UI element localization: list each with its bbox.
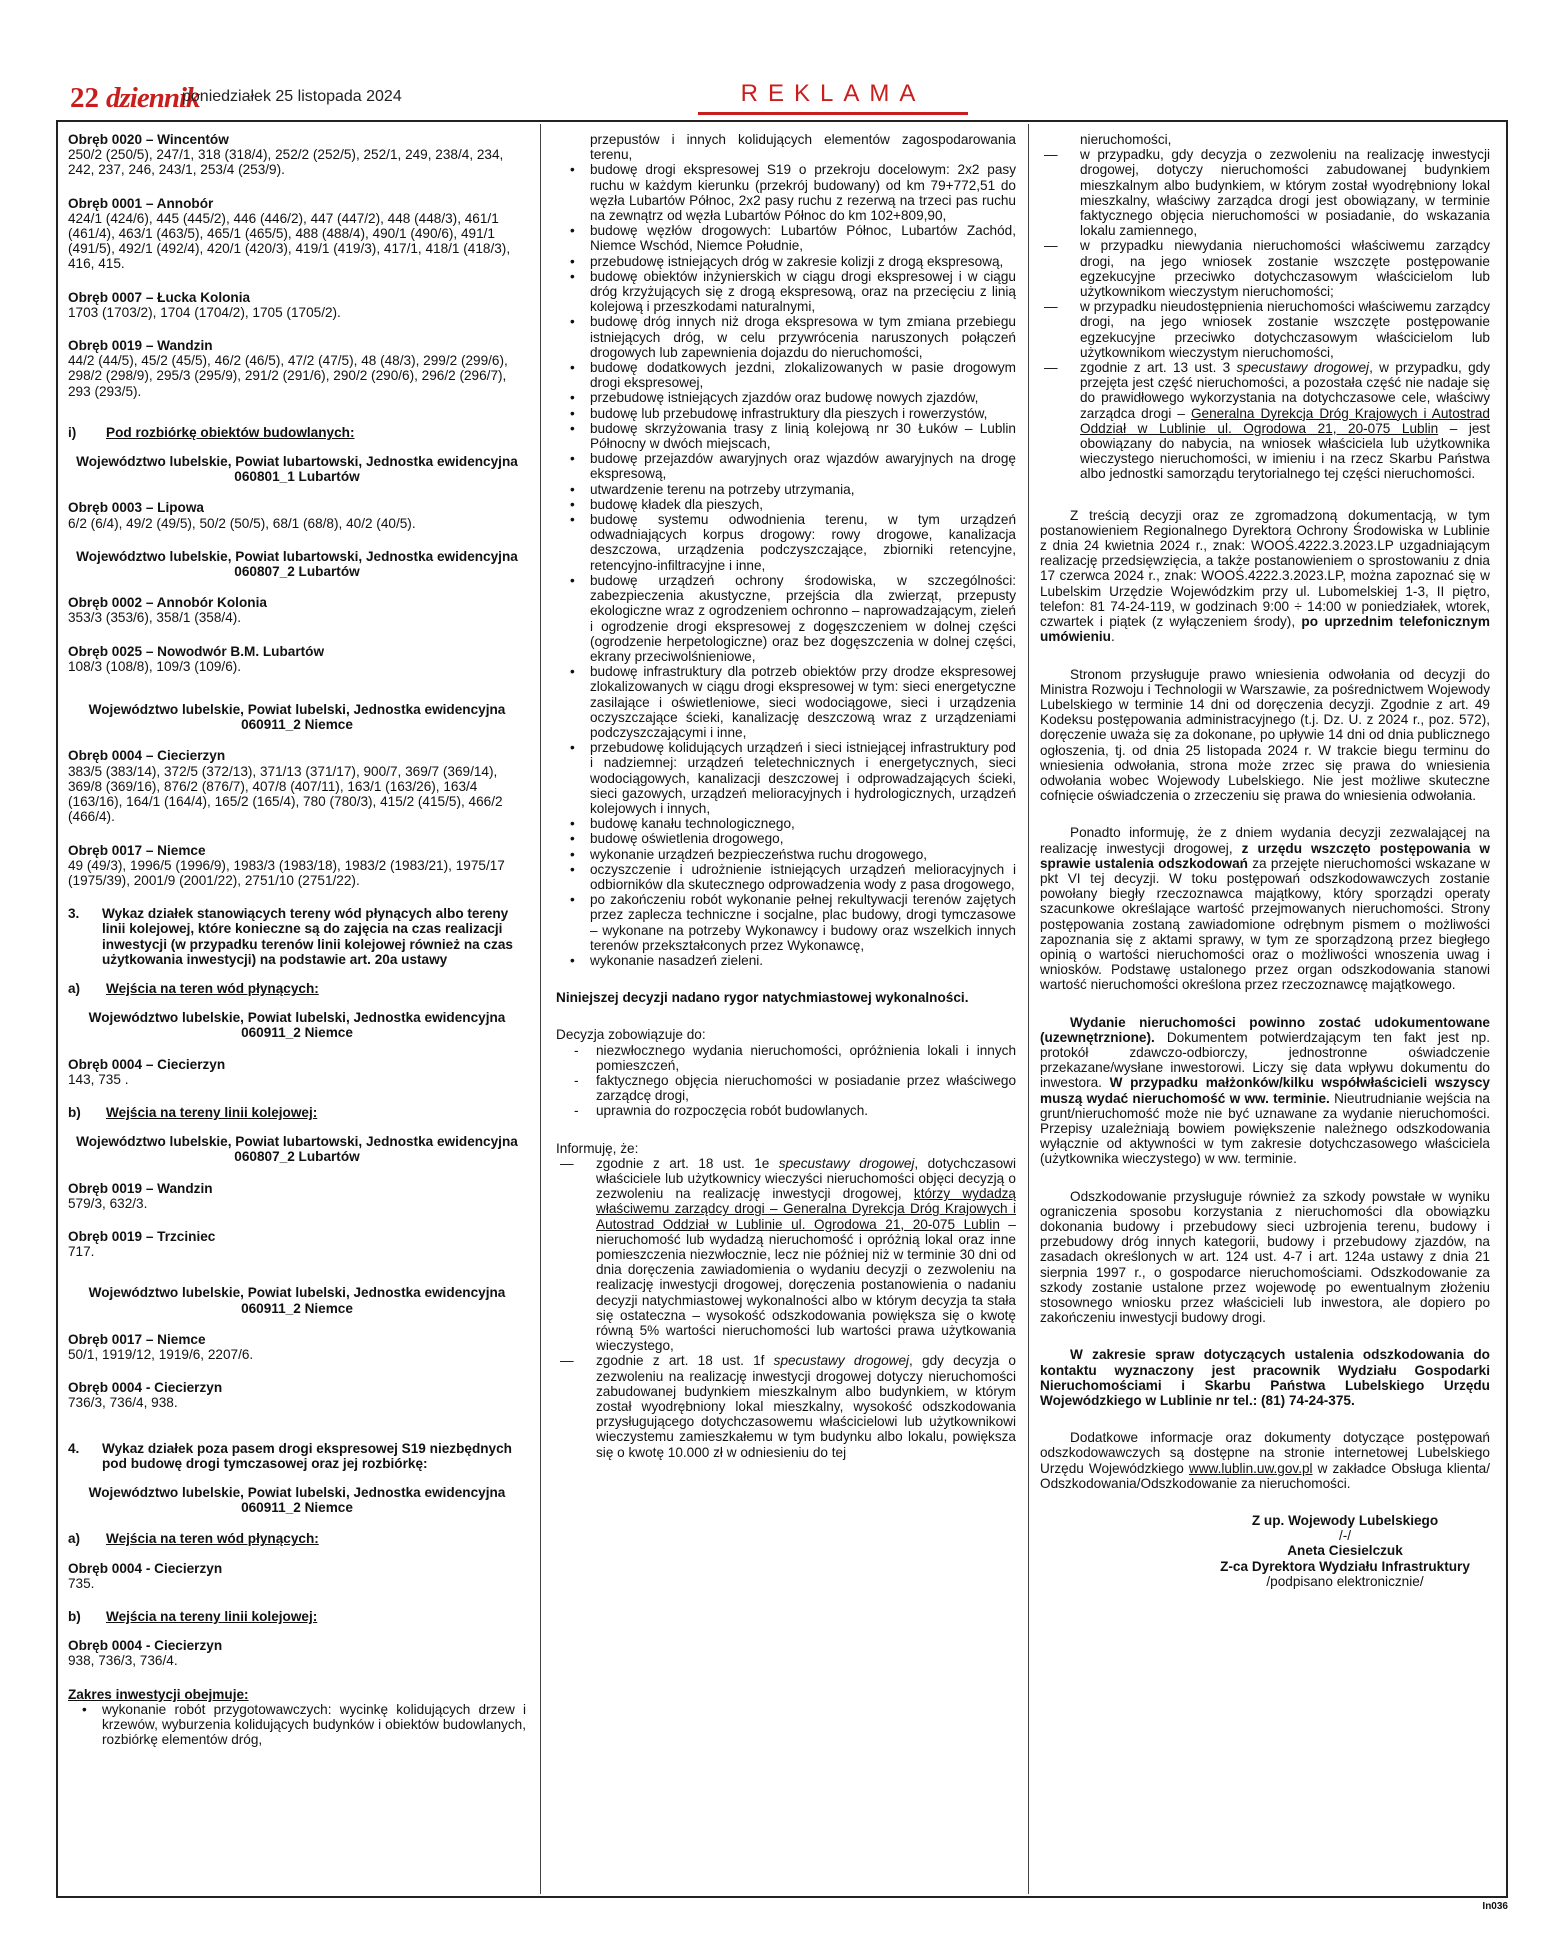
list-item: — w przypadku niewydania nieruchomości właściwemu zarządcy drogi, na jego wniosek zostanie wszczęte postępowanie egzekucyjne przeciwko dotychczasowym właścicielom lub użytkownikom wieczystym nieruchomości;: [1040, 238, 1490, 299]
continued-text: przepustów i innych kolidujących elementów zagospodarowania terenu,: [590, 132, 1016, 163]
region-heading: Województwo lubelskie, Powiat lubelski, Jednostka ewidencyjna 060911_2 Niemce: [88, 1285, 506, 1316]
obligations-heading: Decyzja zobowiązuje do:: [556, 1027, 706, 1043]
region-heading: Województwo lubelskie, Powiat lubartowski, Jednostka ewidencyjna 060807_2 Lubartów: [76, 1134, 518, 1165]
list-item: • budowę lub przebudowę infrastruktury dla pieszych i rowerzystów,: [556, 406, 1016, 421]
section-4-heading: 4. Wykaz działek poza pasem drogi ekspresowej S19 niezbędnych pod budowę drogi tymczasowej oraz jej rozbiórkę:: [68, 1440, 512, 1471]
list-item: • budowę systemu odwodnienia terenu, w tym urządzeń odwadniających korpus drogowy: rowy drogowe, kanalizacja deszczowa, urządzenia podczyszczające, zbiorniki retencyjne, retencyjno-infiltracyjne i inne,: [556, 512, 1016, 573]
subsection-b: b) Wejścia na tereny linii kolejowej:: [68, 1104, 318, 1120]
column-2: [556, 132, 1016, 1474]
paragraph-compensation: Ponadto informuję, że z dniem wydania decyzji zezwalającej na realizację inwestycji drogowej, z urzędu wszczęto postępowania w sprawie ustalenia odszkodowań za przejęte nieruchomości wskazane w pkt VI tej decyzji. W toku postępowań odszkodowawczych zostanie powołany biegły rzeczoznawca majątkowy, który sporządzi operaty szacunkowe określające wartość przejmowanych nieruchomości. Strony postępowania zostaną zawiadomione odrębnym pismem o możliwości zapoznania się z aktami sprawy, w tym ze sporządzoną przez biegłego opinią o wartości nieruchomości oraz o możliwości wnoszenia uwag i wniosków. Podstawę ustalonego przez organ odszkodowania stanowi wartość nieruchomości określona przez rzeczoznawcę majątkowego.: [1040, 825, 1490, 993]
list-item: • budowę kładek dla pieszych,: [556, 497, 1016, 512]
parcel-block: Obręb 0017 – Niemce 50/1, 1919/12, 1919/6, 2207/6.: [68, 1331, 254, 1362]
parcel-block: Obręb 0004 - Ciecierzyn 736/3, 736/4, 938.: [68, 1380, 223, 1411]
parcel-block: Obręb 0003 – Lipowa 6/2 (6/4), 49/2 (49/5), 50/2 (50/5), 68/1 (68/8), 40/2 (40/5).: [68, 500, 416, 531]
parcel-block: Obręb 0004 - Ciecierzyn 735.: [68, 1560, 223, 1591]
paragraph-damages: Odszkodowanie przysługuje również za szkody powstałe w wyniku ograniczenia sposobu korzystania z nieruchomości dla obowiązku dokonania budowy i przebudowy sieci uzbrojenia terenu, budowy i przebudowy dróg innych kategorii, budowy i przebudowy zjazdów, na zasadach określonych w art. 124 ust. 4-7 i art. 124a ustawy z dnia 21 sierpnia 1997 r., o gospodarce nieruchomościami. Odszkodowanie za szkody zostanie ustalone przez wojewodę po ewentualnym złożeniu stosownego wniosku przez właścicieli lub inwestora, ale dopiero po zakończeniu inwestycji budowy drogi.: [1040, 1188, 1490, 1326]
immediate-enforceability: Niniejszej decyzji nadano rygor natychmiastowej wykonalności.: [556, 990, 969, 1006]
list-item: • budowę przejazdów awaryjnych oraz wjazdów awaryjnych na drogę ekspresową,: [556, 451, 1016, 481]
obligations-list: [556, 1043, 1016, 1119]
list-item: • budowę skrzyżowania trasy z linią kolejową nr 30 Łuków – Lublin Północny w dwóch miejscach,: [556, 421, 1016, 451]
list-item: • budowę dróg innych niż droga ekspresowa w tym zmiana przebiegu istniejących dróg, w celu przywrócenia naruszonych połączeń drogowych lub zapewnienia dojazdu do nieruchomości,: [556, 314, 1016, 360]
list-item: — zgodnie z art. 18 ust. 1e specustawy drogowej, dotychczasowi właściciele lub użytkownicy wieczyści nieruchomości objęci decyzją o zezwoleniu na realizację inwestycji drogowej, którzy wydadzą właściwemu zarządcy drogi – Generalna Dyrekcja Dróg Krajowych i Autostrad Oddział w Lublinie ul. Ogrodowa 21, 20-075 Lublin – nieruchomość lub wydadzą nieruchomość i opróżnią lokal oraz inne pomieszczenia niezwłocznie, lecz nie później niż w terminie 30 dni od dnia doręczenia zawiadomienia o wydaniu decyzji o zezwoleniu na realizację inwestycji drogowej, doręczenia postanowienia o nadaniu decyzji natychmiastowej wykonalności albo w którym decyzja ta stała się ostateczna – wysokość odszkodowania powiększa się o kwotę równą 5% wartości nieruchomości lub wartości prawa użytkowania wieczystego,: [556, 1156, 1016, 1354]
issue-date: poniedziałek 25 listopada 2024: [182, 88, 402, 105]
information-list: [556, 1156, 1016, 1460]
parcel-block: Obręb 0017 – Niemce 49 (49/3), 1996/5 (1996/9), 1983/3 (1983/18), 1983/2 (1983/21), 1975/17 (1975/39), 2001/9 (2001/22), 2751/10 (2751/22).: [68, 842, 505, 888]
list-item: • wykonanie urządzeń bezpieczeństwa ruchu drogowego,: [556, 847, 1016, 862]
column-divider-1: [540, 124, 541, 1894]
list-item: • utwardzenie terenu na potrzeby utrzymania,: [556, 482, 1016, 497]
paragraph-documentation: Z treścią decyzji oraz ze zgromadzoną dokumentacją, w tym postanowieniem Regionalnego Dyrektora Ochrony Środowiska w Lublinie z dnia 24 kwietnia 2024 r., znak: WOOŚ.4222.3.2023.LP uzgadniającym realizację przedsięwzięcia, a także postanowieniem o sprostowaniu z dnia 17 czerwca 2024 r., znak: WOOŚ.4222.3.2023.LP, można zapoznać się w Lubelskim Urzędzie Wojewódzkim przy ul. Lubomelskiej 1-3, II piętro, telefon: 81 74-24-119, w godzinach 9:00 ÷ 14:00 w poniedziałek, wtorek, czwartek i piątek (z wyłączeniem środy), po uprzednim telefonicznym umówieniu.: [1040, 507, 1490, 645]
column-divider-2: [1028, 124, 1029, 1894]
scope-list: [68, 1702, 526, 1748]
parcel-block: Obręb 0019 – Trzciniec 717.: [68, 1228, 216, 1260]
region-heading: Województwo lubelskie, Powiat lubartowski, Jednostka ewidencyjna 060807_2 Lubartów: [76, 548, 518, 580]
list-item: - niezwłocznego wydania nieruchomości, opróżnienia lokali i innych pomieszczeń,: [556, 1043, 1016, 1073]
parcel-block: Obręb 0025 – Nowodwór B.M. Lubartów 108/3 (108/8), 109/3 (109/6).: [68, 643, 325, 674]
paragraph-contact: W zakresie spraw dotyczących ustalenia odszkodowania do kontaktu wyznaczony jest pracownik Wydziału Gospodarki Nieruchomościami i Skarbu Państwa Lubelskiego Urzędu Wojewódzkiego w Lublinie nr tel.: (81) 74-24-375.: [1040, 1347, 1490, 1409]
parcel-block: Obręb 0002 – Annobór Kolonia 353/3 (353/6), 358/1 (358/4).: [68, 595, 267, 626]
page-number: 22: [70, 82, 99, 114]
parcel-block: Obręb 0007 – Łucka Kolonia 1703 (1703/2), 1704 (1704/2), 1705 (1705/2).: [68, 289, 341, 320]
page-header: [70, 82, 1510, 118]
list-item: • przebudowę istniejących dróg w zakresie kolizji z drogą ekspresową,: [556, 254, 1016, 269]
paragraph-appeal: Stronom przysługuje prawo wniesienia odwołania od decyzji do Ministra Rozwoju i Technologii w Warszawie, za pośrednictwem Wojewody Lubelskiego w terminie 14 dni od doręczenia decyzji. Zgodnie z art. 49 Kodeksu postępowania administracyjnego (t.j. Dz. U. z 2024 r., poz. 572), doręczenie uważa się za dokonane, po upływie 14 dni od dnia publicznego ogłoszenia, tj. od dnia 25 listopada 2024 r. W trakcie biegu terminu do wniesienia odwołania, strona może zrzec się prawa do wniesienia odwołania wobec Wojewody Lubelskiego. Nie jest możliwe skuteczne cofnięcie oświadczenia o zrzeczeniu się prawa do wniesienia odwołania.: [1040, 666, 1490, 804]
list-item: — w przypadku nieudostępnienia nieruchomości właściwemu zarządcy drogi, na jego wniosek zostanie wszczęte postępowanie egzekucyjne przeciwko dotychczasowym właścicielom lub użytkownikom wieczystym nieruchomości,: [1040, 299, 1490, 360]
list-item: • budowę oświetlenia drogowego,: [556, 831, 1016, 846]
section-title: REKLAMA: [740, 80, 926, 107]
list-item: • oczyszczenie i udrożnienie istniejących urządzeń melioracyjnych i odbiorników dla skutecznego odprowadzenia wody z pasa drogowego,: [556, 862, 1016, 892]
list-item: • budowę urządzeń ochrony środowiska, w szczególności: zabezpieczenia akustyczne, przejścia dla zwierząt, przepusty ekologiczne wraz z ogrodzeniem ochronno – naprowadzającym, zieleń i ogrodzenie drogi ekspresowej z dogęszczeniem w dolnej części (ogrodzenie herpetologiczne) oraz bez dogęszczenia w dolnej części, ekrany przeciwolśnieniowe,: [556, 573, 1016, 664]
list-item: • budowę infrastruktury dla potrzeb obiektów przy drodze ekspresowej zlokalizowanych w ciągu drogi ekspresowej w tym: sieci energetyczne zasilające i oświetleniowe, sieci wodociągowe, sieci i urządzenia oczyszczające ścieki, kanalizację deszczową wraz z urządzeniami podczyszczającymi i inne,: [556, 664, 1016, 740]
region-heading: Województwo lubelskie, Powiat lubartowski, Jednostka ewidencyjna 060801_1 Lubartów: [76, 454, 518, 485]
list-item: • wykonanie robót przygotowawczych: wycinkę kolidujących drzew i krzewów, wyburzenia kolidujących budynków i obiektów budowlanych, rozbiórkę elementów dróg,: [68, 1702, 526, 1748]
parcel-block: Obręb 0020 – Wincentów 250/2 (250/5), 247/1, 318 (318/4), 252/2 (252/5), 252/1, 249, 238/4, 234, 242, 237, 246, 243/1, 253/4 (253/9).: [68, 132, 504, 178]
list-item: • budowę drogi ekspresowej S19 o przekroju docelowym: 2x2 pasy ruchu w każdym kierunku (przekrój budowany) od km 79+772,51 do węzła Lubartów Północ, 2x2 pasy ruchu z rezerwą na trzeci pas ruchu na zewnątrz od węzła Lubartów Północ do km 102+809,90,: [556, 162, 1016, 223]
list-item: • budowę kanału technologicznego,: [556, 816, 1016, 831]
scope-list-continued: [556, 162, 1016, 968]
list-item: — w przypadku, gdy decyzja o zezwoleniu na realizację inwestycji drogowej, dotyczy nieruchomości zabudowanej budynkiem mieszkalnym albo budynkiem, w którym został wyodrębniony lokal mieszkalny, właściwy zarządca drogi jest obowiązany, w terminie faktycznego objęcia nieruchomości w posiadanie, do wskazania lokalu zamiennego,: [1040, 147, 1490, 238]
list-item: • budowę węzłów drogowych: Lubartów Północ, Lubartów Zachód, Niemce Wschód, Niemce Południe,: [556, 223, 1016, 253]
continued-text: nieruchomości,: [1080, 132, 1172, 147]
parcel-block: Obręb 0019 – Wandzin 579/3, 632/3.: [68, 1180, 213, 1211]
parcel-block: Obręb 0001 – Annobór 424/1 (424/6), 445 (445/2), 446 (446/2), 447 (447/2), 448 (448/3), 461/1 (461/4), 463/1 (463/5), 465/1 (465/5), 488 (488/4), 490/1 (490/6), 491/1 (491/5), 492/1 (492/4), 420/1 (420/3), 419/1 (419/3), 417/1, 418/1 (418/3), 416, 415.: [68, 195, 511, 272]
list-item: — zgodnie z art. 18 ust. 1f specustawy drogowej, gdy decyzja o zezwoleniu na realizację inwestycji drogowej dotyczy nieruchomości zabudowanej budynkiem mieszkalnym albo budynkiem, w którym został wyodrębniony lokal mieszkalny, wysokość odszkodowania przysługującego dotychczasowemu właścicielowi lub użytkownikowi wieczystemu zamieszkałemu w tym budynku albo lokalu, powiększa się o kwotę 10.000 zł w odniesieniu do tej: [556, 1353, 1016, 1459]
ad-code: In036: [1482, 1901, 1508, 1912]
list-item: • wykonanie nasadzeń zieleni.: [556, 953, 1016, 968]
information-heading: Informuję, że:: [556, 1140, 639, 1156]
list-item: - faktycznego objęcia nieruchomości w posiadanie przez właściwego zarządcę drogi,: [556, 1073, 1016, 1103]
list-item: • przebudowę kolidujących urządzeń i sieci istniejącej infrastruktury pod i nadziemnej: urządzeń teletechnicznych i energetycznych, sieci wodociągowych, kanalizacji deszczowej i odprowadzających ścieki, sieci gazowych, urządzeń melioracyjnych i hydrologicznych, urządzeń kolejowych i innych,: [556, 740, 1016, 816]
section-3-heading: 3. Wykaz działek stanowiących tereny wód płynących albo tereny linii kolejowej, które konieczne są do zajęcia na czas realizacji inwestycji (w przypadku terenów linii kolejowej również na czas użytkowania inwestycji) na podstawie art. 20a ustawy: [68, 906, 513, 967]
section-underline: [698, 112, 968, 115]
list-item: — zgodnie z art. 13 ust. 3 specustawy drogowej, w przypadku, gdy przejęta jest część nieruchomości, a pozostała część nie nadaje się do prawidłowego wykorzystania na dotychczasowe cele, właściwy zarządca drogi – Generalna Dyrekcja Dróg Krajowych i Autostrad Oddział w Lublinie ul. Ogrodowa 21, 20-075 Lublin – jest obowiązany do nabycia, na wniosek właściciela lub użytkownika wieczystego nieruchomości, w imieniu i na rzecz Skarbu Państwa albo jednostki samorządu terytorialnego tej części nieruchomości.: [1040, 360, 1490, 482]
parcel-block: Obręb 0019 – Wandzin 44/2 (44/5), 45/2 (45/5), 46/2 (46/5), 47/2 (47/5), 48 (48/3), 299/2 (299/6), 298/2 (298/9), 295/3 (295/9), 291/2 (291/6), 290/2 (290/6), 296/2 (296/7), 293 (293/5).: [68, 338, 508, 399]
list-item: • budowę obiektów inżynierskich w ciągu drogi ekspresowej i w ciągu dróg krzyżujących się z drogą ekspresową, oraz na przecięciu z linią kolejową i przeszkodami naturalnymi,: [556, 269, 1016, 315]
subsection-a: a) Wejścia na teren wód płynących:: [68, 980, 319, 996]
paragraph-handover: Wydanie nieruchomości powinno zostać udokumentowane (uzewnętrznione). Dokumentem potwierdzającym ten fakt jest np. protokół zdawczo-odbiorczy, jednostronne oświadczenie przekazane/wysłane inwestorowi. Liczy się data wpływu dokumentu do inwestora. W przypadku małżonków/kilku współwłaścicieli wszyscy muszą wydać nieruchomość w ww. terminie. Nieutrudnianie wejścia na grunt/nieruchomość może nie być uznawane za wydanie nieruchomości. Przepisy uzależniają bowiem powiększenie należnego odszkodowania wyłącznie od aktywności w tym zakresie dotychczasowego właściciela (użytkownika wieczystego) w ww. terminie.: [1040, 1014, 1490, 1167]
subsection-i: i) Pod rozbiórkę obiektów budowlanych:: [68, 424, 355, 440]
parcel-block: Obręb 0004 – Ciecierzyn 383/5 (383/14), 372/5 (372/13), 371/13 (371/17), 900/7, 369/7 (369/14), 369/8 (369/16), 876/2 (876/7), 407/8 (407/11), 163/1 (163/26), 163/4 (163/16), 164/1 (164/4), 165/2 (165/4), 780 (780/3), 415/2 (415/5), 466/2 (466/4).: [68, 748, 503, 825]
list-item: • budowę dodatkowych jezdni, zlokalizowanych w pasie drogowym drogi ekspresowej,: [556, 360, 1016, 390]
parcel-block: Obręb 0004 - Ciecierzyn 938, 736/3, 736/4.: [68, 1638, 223, 1669]
newspaper-logo: dziennik: [106, 82, 200, 114]
subsection-b: b) Wejścia na tereny linii kolejowej:: [68, 1609, 318, 1624]
list-item: • przebudowę istniejących zjazdów oraz budowę nowych zjazdów,: [556, 390, 1016, 405]
region-heading: Województwo lubelskie, Powiat lubelski, Jednostka ewidencyjna 060911_2 Niemce: [88, 702, 506, 733]
column-3: [1040, 132, 1490, 1589]
signature-block: Z up. Wojewody Lubelskiego /-/ Aneta Ciesielczuk Z-ca Dyrektora Wydziału Infrastruktury /podpisano elektronicznie/: [1220, 1513, 1470, 1589]
column-1: [68, 132, 526, 1761]
subsection-a: a) Wejścia na teren wód płynących:: [68, 1531, 319, 1547]
website-link[interactable]: www.lublin.uw.gov.pl: [1188, 1460, 1313, 1476]
region-heading: Województwo lubelskie, Powiat lubelski, Jednostka ewidencyjna 060911_2 Niemce: [88, 1010, 506, 1041]
parcel-block: Obręb 0004 – Ciecierzyn 143, 735 .: [68, 1056, 226, 1087]
list-item: • po zakończeniu robót wykonanie pełnej rekultywacji terenów zajętych przez zaplecza techniczne i socjalne, plac budowy, drogi tymczasowe – wykonane na potrzeby Wykonawcy i budowy oraz wszelkich innych terenów przekształconych przez Wykonawcę,: [556, 892, 1016, 953]
list-item: - uprawnia do rozpoczęcia robót budowlanych.: [556, 1103, 1016, 1118]
region-heading: Województwo lubelskie, Powiat lubelski, Jednostka ewidencyjna 060911_2 Niemce: [88, 1484, 506, 1516]
paragraph-more-info: Dodatkowe informacje oraz dokumenty dotyczące postępowań odszkodowawczych są dostępne na stronie internetowej Lubelskiego Urzędu Wojewódzkiego www.lublin.uw.gov.pl w zakładce Obsługa klienta/ Odszkodowania/Odszkodowanie za nieruchomości.: [1040, 1430, 1490, 1491]
scope-heading: Zakres inwestycji obejmuje:: [68, 1686, 249, 1702]
information-list-continued: [1040, 147, 1490, 481]
